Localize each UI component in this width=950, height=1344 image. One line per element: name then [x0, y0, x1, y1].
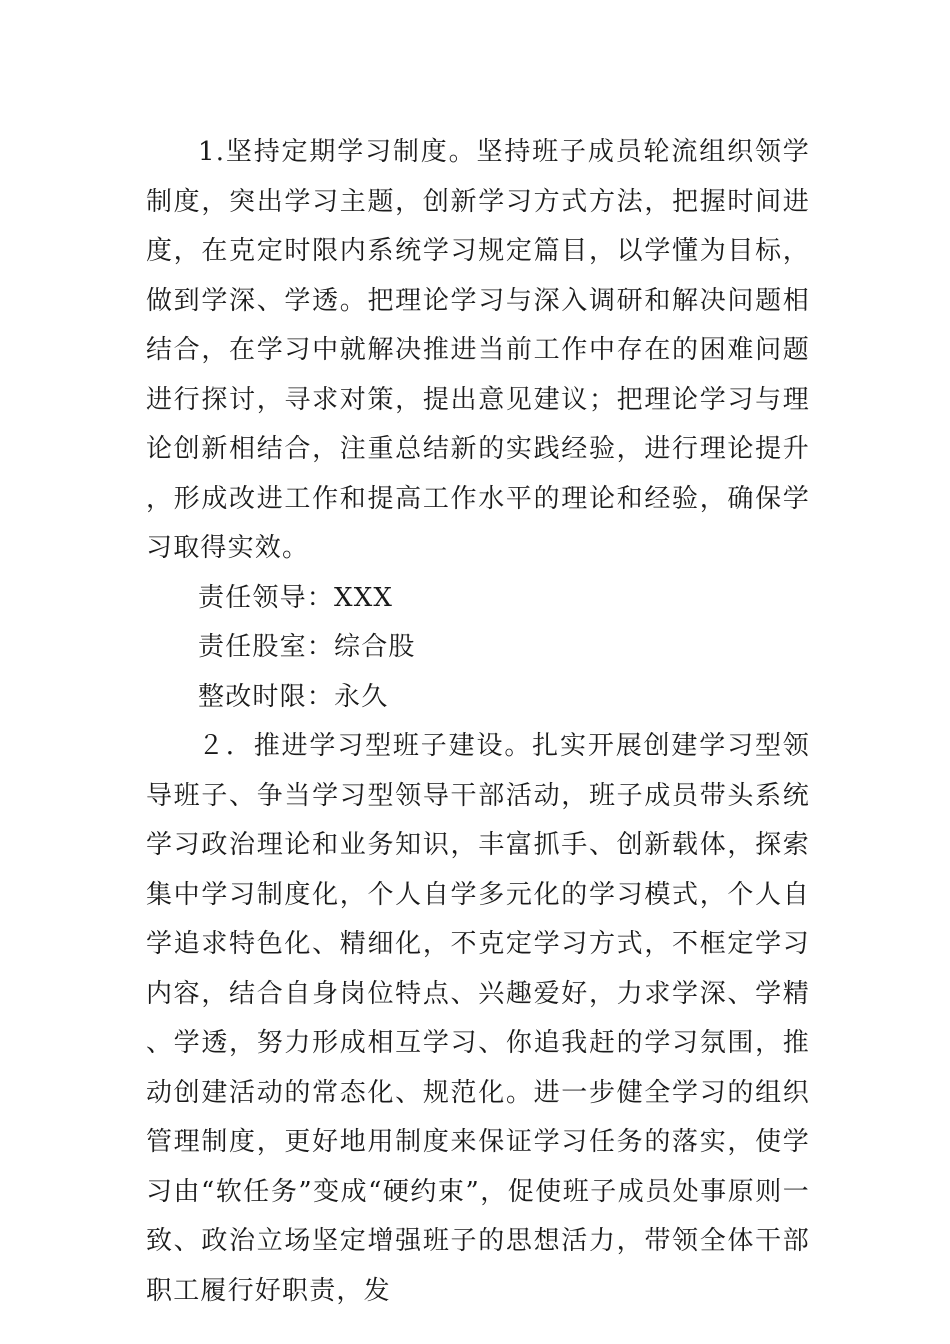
document-body: [146, 128, 810, 1316]
responsible-section: 责任股室：综合股: [198, 632, 416, 662]
paragraph-study-system: 1.坚持定期学习制度。坚持班子成员轮流组织领学制度，突出学习主题，创新学习方式方法，把握时间进度，在克定时限内系统学习规定篇目，以学懂为目标，做到学深、学透。把理论学习与深入调研和解决问题相结合，在学习中就解决推进当前工作中存在的困难问题进行探讨，寻求对策，提出意见建议；把理论学习与理论创新相结合，注重总结新的实践经验，进行理论提升，形成改进工作和提高工作水平的理论和经验，确保学习取得实效。: [146, 137, 810, 563]
paragraph-learning-team: ２．推进学习型班子建设。扎实开展创建学习型领导班子、争当学习型领导干部活动，班子成员带头系统学习政治理论和业务知识，丰富抓手、创新载体，探索集中学习制度化，个人自学多元化的学习模式，个人自学追求特色化、精细化，不克定学习方式，不框定学习内容，结合自身岗位特点、兴趣爱好，力求学深、学精、学透，努力形成相互学习、你追我赶的学习氛围，推动创建活动的常态化、规范化。进一步健全学习的组织管理制度，更好地用制度来保证学习任务的落实，使学习由“软任务”变成“硬约束”，促使班子成员处事原则一致、政治立场坚定增强班子的思想活力，带领全体干部职工履行好职责，发: [146, 731, 810, 1306]
rectification-deadline: 整改时限：永久: [198, 681, 389, 712]
responsible-leader: 责任领导：XXX: [198, 582, 394, 613]
